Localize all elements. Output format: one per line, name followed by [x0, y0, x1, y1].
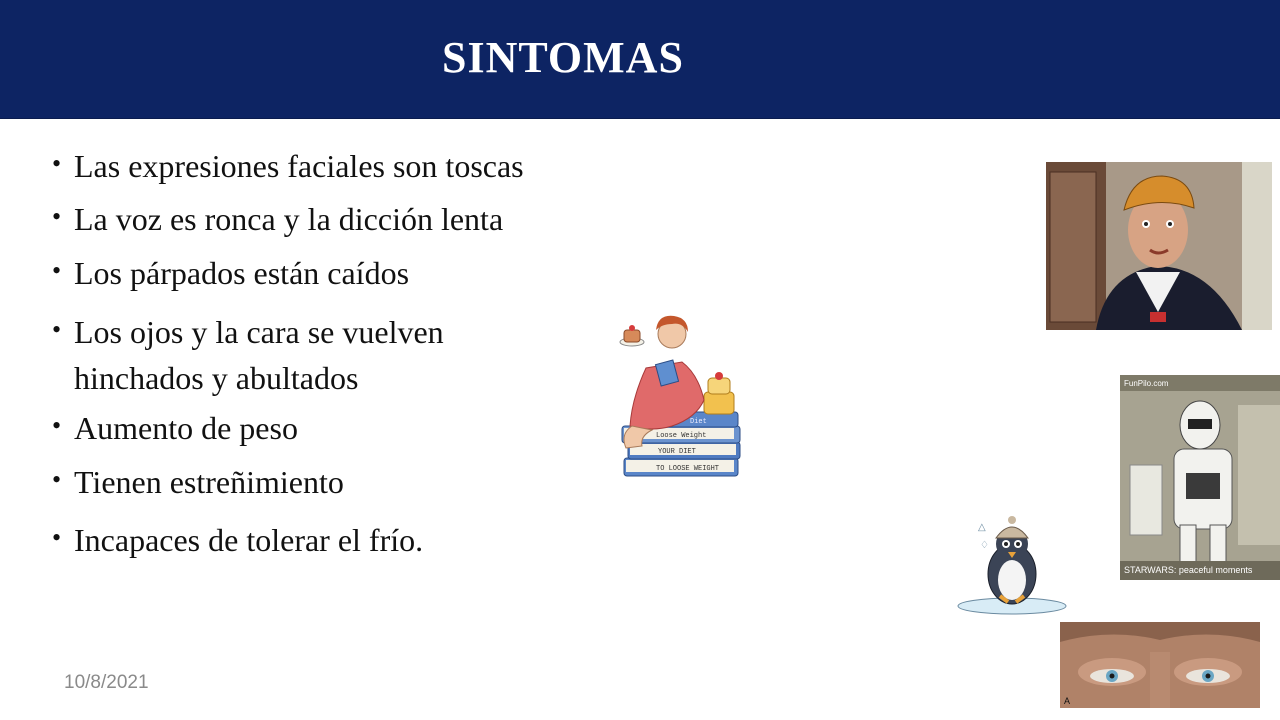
list-item-text: Las expresiones faciales son toscas: [74, 148, 524, 184]
bullet-icon: •: [52, 202, 62, 231]
slide-date: 10/8/2021: [64, 672, 149, 693]
cold-penguin-clipart-image: [952, 514, 1074, 618]
list-item-text: Los ojos y la cara se vuelven: [74, 314, 444, 350]
list-item-text: Los párpados están caídos: [74, 255, 410, 291]
book-title-4: TO LOOSE WEIGHT: [656, 465, 720, 473]
man-photo-image: [1046, 162, 1272, 330]
svg-text:♢: ♢: [980, 540, 989, 551]
eyes-photo-image: [1060, 622, 1260, 708]
bullet-icon: •: [52, 149, 62, 178]
list-item-text: Tienen estreñimiento: [74, 464, 344, 500]
title-bar: [0, 0, 1280, 119]
watermark-text: FunPilo.com: [1124, 379, 1169, 388]
book-title-2: Loose Weight: [656, 432, 707, 440]
list-item-text: hinchados y abultados: [74, 360, 359, 396]
diet-clipart-image: [612, 308, 760, 480]
book-title-3: YOUR DIET: [658, 448, 696, 456]
bullet-icon: •: [52, 465, 62, 494]
photo-label: A: [1064, 696, 1071, 706]
list-item-text: Aumento de peso: [74, 410, 298, 446]
bullet-icon: •: [52, 315, 62, 344]
photo-caption: STARWARS: peaceful moments: [1124, 565, 1253, 575]
bullet-icon: •: [52, 523, 62, 552]
svg-text:△: △: [978, 522, 986, 533]
bullet-icon: •: [52, 256, 62, 285]
slide-title: SINTOMAS: [442, 33, 684, 82]
list-item-text: Incapaces de tolerar el frío.: [74, 522, 424, 558]
stormtrooper-photo-image: [1120, 375, 1280, 580]
list-item-text: La voz es ronca y la dicción lenta: [74, 201, 504, 237]
book-title-1: Diet: [690, 418, 707, 426]
bullet-icon: •: [52, 411, 62, 440]
